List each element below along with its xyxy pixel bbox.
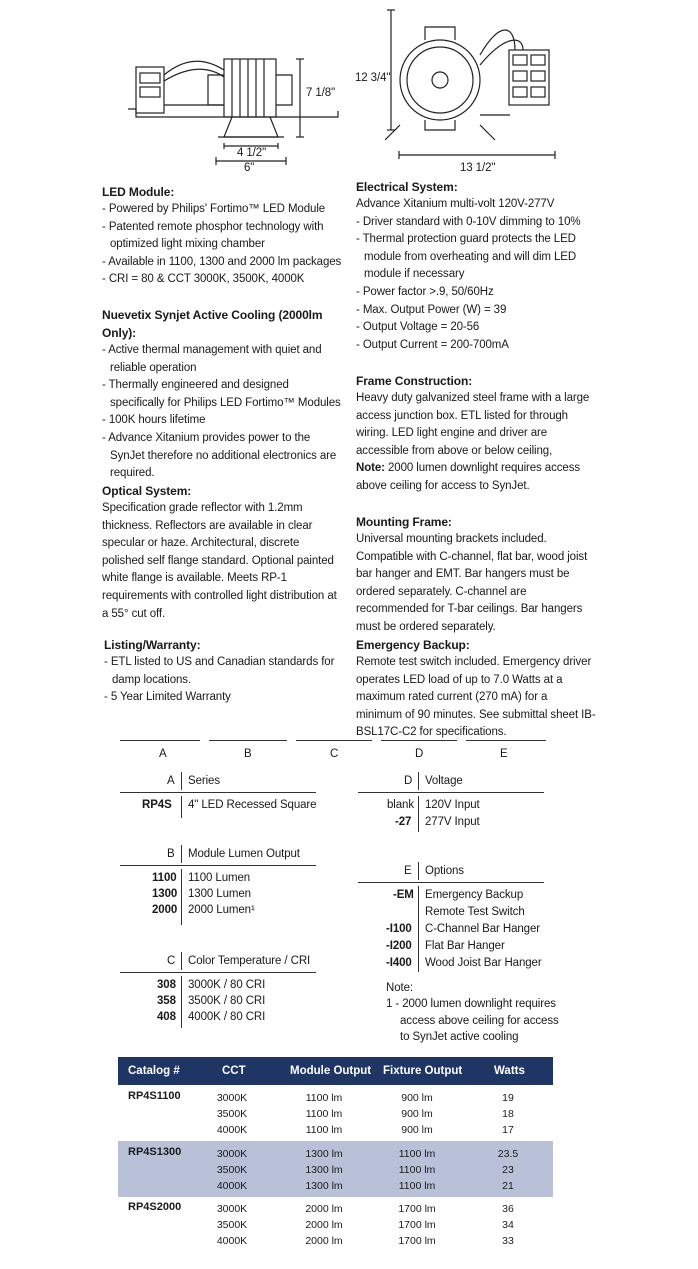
ordering-note-label: Note: <box>386 982 413 994</box>
catalog-cell-module: 1100 lm <box>305 1124 343 1136</box>
left-height-dim: 7 1/8" <box>306 87 336 99</box>
cooling-title: Nuevetix Synjet Active Cooling (2000lm Only): <box>102 308 323 340</box>
catalog-cell-module: 2000 lm <box>305 1203 343 1215</box>
catalog-cell-module: 2000 lm <box>305 1219 343 1231</box>
right-height-dim: 12 3/4" <box>355 72 391 84</box>
optical-section <box>102 482 338 623</box>
led-module-title: LED Module: <box>102 185 175 199</box>
catalog-cell-module: 2000 lm <box>305 1235 343 1247</box>
catalog-cell-watts: 17 <box>502 1124 514 1136</box>
emergency-title: Emergency Backup: <box>356 638 470 652</box>
group-e-desc: Flat Bar Hanger <box>425 940 505 952</box>
mounting-text: Universal mounting brackets included. Compatible with C-channel, flat bar, wood joist bar hanger and EMT. Bar hangers must be ordered separately. C-channel are recommended for T-bar ceilings. Bar hangers must be ordered separately. <box>356 533 588 633</box>
catalog-cell-cct: 3500K <box>216 1219 248 1231</box>
group-a-desc: 4" LED Recessed Square <box>188 799 317 811</box>
group-e-desc: Remote Test Switch <box>425 906 525 918</box>
list-item: - Thermally engineered and designed specifically for Philips LED Fortimo™ Modules <box>102 379 341 409</box>
group-c-code: 308 <box>157 979 176 991</box>
header-module-output: Module Output <box>290 1065 372 1077</box>
right-width-dim: 13 1/2" <box>460 162 496 174</box>
mounting-title: Mounting Frame: <box>356 515 452 529</box>
group-c-title: Color Temperature / CRI <box>188 955 311 967</box>
group-c-desc: 3000K / 80 CRI <box>188 979 266 991</box>
catalog-cell-watts: 36 <box>502 1203 514 1215</box>
catalog-cell-fixture: 1100 lm <box>398 1164 436 1176</box>
group-d-desc: 120V Input <box>425 799 480 811</box>
group-e-code: -I200 <box>386 940 412 952</box>
catalog-cell-cct: 3000K <box>216 1203 248 1215</box>
group-a-letter: A <box>167 775 175 787</box>
header-fixture-output: Fixture Output <box>383 1065 463 1077</box>
group-e-code: -I100 <box>386 923 412 935</box>
catalog-cell-watts: 19 <box>502 1092 514 1104</box>
catalog-cell-cct: 3500K <box>216 1108 248 1120</box>
listing-title: Listing/Warranty: <box>104 638 201 652</box>
group-b-desc: 2000 Lumen¹ <box>188 904 255 916</box>
group-d-title: Voltage <box>425 775 463 787</box>
catalog-cell-cct: 3000K <box>216 1148 248 1160</box>
frame-note-text: 2000 lumen downlight requires access above ceiling for access to SynJet. <box>356 462 580 492</box>
electrical-intro: Advance Xitanium multi-volt 120V-277V <box>356 198 555 210</box>
emergency-text: Remote test switch included. Emergency driver operates LED load of up to 7.0 Watts at a maximum rated current (270 mA) for a minimum of 90 minutes. See submittal sheet IB-BSL17C-C2 for specifications. <box>356 656 596 739</box>
catalog-cell-module: 1100 lm <box>305 1108 343 1120</box>
group-c-code: 358 <box>157 995 176 1007</box>
list-item: - Available in 1100, 1300 and 2000 lm packages <box>102 255 342 268</box>
electrical-title: Electrical System: <box>356 180 458 194</box>
mounting-section <box>356 513 596 637</box>
catalog-cell-fixture: 1100 lm <box>398 1148 436 1160</box>
catalog-cell-module: 1300 lm <box>305 1180 343 1192</box>
list-item: - Output Current = 200-700mA <box>356 338 509 351</box>
catalog-cell-fixture: 900 lm <box>401 1092 433 1104</box>
group-b-desc: 1100 Lumen <box>188 872 251 884</box>
catalog-cell-watts: 34 <box>502 1219 514 1231</box>
group-b-code: 1300 <box>152 888 178 900</box>
frame-title: Frame Construction: <box>356 374 473 388</box>
list-item: - Patented remote phosphor technology with optimized light mixing chamber <box>102 220 324 251</box>
electrical-section <box>356 178 596 354</box>
catalog-cell-module: 1300 lm <box>305 1148 343 1160</box>
order-letter-c: C <box>330 748 339 760</box>
catalog-cell-cct: 3500K <box>216 1164 248 1176</box>
group-e-desc: Emergency Backup <box>425 889 524 901</box>
list-item: - Output Voltage = 20-56 <box>356 321 480 334</box>
group-d-letter: D <box>404 775 413 787</box>
header-watts: Watts <box>494 1065 525 1077</box>
group-b-letter: B <box>167 848 175 860</box>
catalog-cell-module: 1100 lm <box>305 1092 343 1104</box>
group-d-code: -27 <box>395 816 412 828</box>
left-outer-width-dim: 6" <box>244 162 255 174</box>
group-d-code: blank <box>387 799 414 811</box>
catalog-cell-cct: 4000K <box>216 1180 248 1192</box>
catalog-number: RP4S2000 <box>128 1201 182 1213</box>
list-item: - CRI = 80 & CCT 3000K, 3500K, 4000K <box>102 273 305 286</box>
cooling-section <box>102 306 342 483</box>
group-c-desc: 3500K / 80 CRI <box>188 995 266 1007</box>
frame-section <box>356 372 596 496</box>
list-item: - ETL listed to US and Canadian standards for damp locations. <box>104 656 335 686</box>
group-e-title: Options <box>425 865 464 877</box>
catalog-cell-cct: 3000K <box>216 1092 248 1104</box>
group-b-title: Module Lumen Output <box>188 848 300 860</box>
optical-title: Optical System: <box>102 484 192 498</box>
catalog-cell-fixture: 900 lm <box>401 1124 433 1136</box>
list-item: - 100K hours lifetime <box>102 414 206 427</box>
header-catalog: Catalog # <box>128 1065 180 1077</box>
group-e-code: -I400 <box>386 957 412 969</box>
list-item: - 5 Year Limited Warranty <box>104 691 231 704</box>
group-d-desc: 277V Input <box>425 816 480 828</box>
catalog-cell-watts: 23 <box>502 1164 514 1176</box>
order-letter-d: D <box>415 748 424 760</box>
ordering-note-text: 1 - 2000 lumen downlight requires access above ceiling for access to SynJet active cooling <box>386 998 559 1043</box>
catalog-cell-cct: 4000K <box>216 1124 248 1136</box>
catalog-cell-fixture: 900 lm <box>401 1108 433 1120</box>
catalog-cell-fixture: 1100 lm <box>398 1180 436 1192</box>
list-item: - Power factor >.9, 50/60Hz <box>356 285 494 298</box>
list-item: - Active thermal management with quiet and reliable operation <box>102 344 322 374</box>
order-letter-e: E <box>500 748 508 760</box>
frame-text: Heavy duty galvanized steel frame with a large access junction box. ETL listed for through wiring. LED light engine and driver are accessible from above or below ceiling, <box>356 392 590 457</box>
list-item: - Driver standard with 0-10V dimming to 10% <box>356 215 581 228</box>
order-letter-a: A <box>159 748 167 760</box>
catalog-cell-watts: 18 <box>502 1108 514 1120</box>
catalog-cell-watts: 23.5 <box>497 1148 519 1160</box>
catalog-number: RP4S1100 <box>128 1090 181 1102</box>
group-e-code: -EM <box>393 889 414 901</box>
list-item: - Powered by Philips' Fortimo™ LED Module <box>102 203 326 215</box>
left-inner-width-dim: 4 1/2" <box>237 147 267 159</box>
catalog-cell-fixture: 1700 lm <box>398 1219 436 1231</box>
catalog-cell-fixture: 1700 lm <box>398 1203 436 1215</box>
group-c-desc: 4000K / 80 CRI <box>188 1011 266 1023</box>
list-item: - Thermal protection guard protects the LED module from overheating and will dim LED module if necessary <box>356 233 577 281</box>
catalog-cell-watts: 21 <box>502 1180 514 1192</box>
frame-note-label: Note: <box>356 462 385 475</box>
header-cct: CCT <box>222 1065 246 1077</box>
catalog-cell-watts: 33 <box>502 1235 514 1247</box>
order-letter-b: B <box>244 748 252 760</box>
top-view-drawing <box>385 5 560 163</box>
list-item: - Advance Xitanium provides power to the SynJet therefore no additional electronics are required. <box>102 431 337 480</box>
group-c-letter: C <box>167 955 176 967</box>
listing-section <box>104 636 340 707</box>
catalog-cell-fixture: 1700 lm <box>398 1235 436 1247</box>
led-module-section <box>102 183 342 289</box>
catalog-cell-cct: 4000K <box>216 1235 248 1247</box>
catalog-number: RP4S1300 <box>128 1146 182 1158</box>
group-a-code: RP4S <box>142 799 172 811</box>
group-b-desc: 1300 Lumen <box>188 888 251 900</box>
group-b-code: 1100 <box>152 872 177 884</box>
list-item: - Max. Output Power (W) = 39 <box>356 303 507 316</box>
group-e-desc: Wood Joist Bar Hanger <box>425 957 542 969</box>
side-view-drawing <box>128 45 343 180</box>
emergency-section <box>356 636 596 742</box>
catalog-cell-module: 1300 lm <box>305 1164 343 1176</box>
group-c-code: 408 <box>157 1011 176 1023</box>
group-b-code: 2000 <box>152 904 178 916</box>
group-e-desc: C-Channel Bar Hanger <box>425 923 540 935</box>
optical-text: Specification grade reflector with 1.2mm thickness. Reflectors are available in clear specular or haze. Architectural, discrete polished self flange standard. Optional painted white flange is available. Meets RP-1 requirements with controlled light distribution at a 55° cut off. <box>102 502 337 620</box>
group-e-letter: E <box>404 865 412 877</box>
group-a-title: Series <box>188 775 220 787</box>
